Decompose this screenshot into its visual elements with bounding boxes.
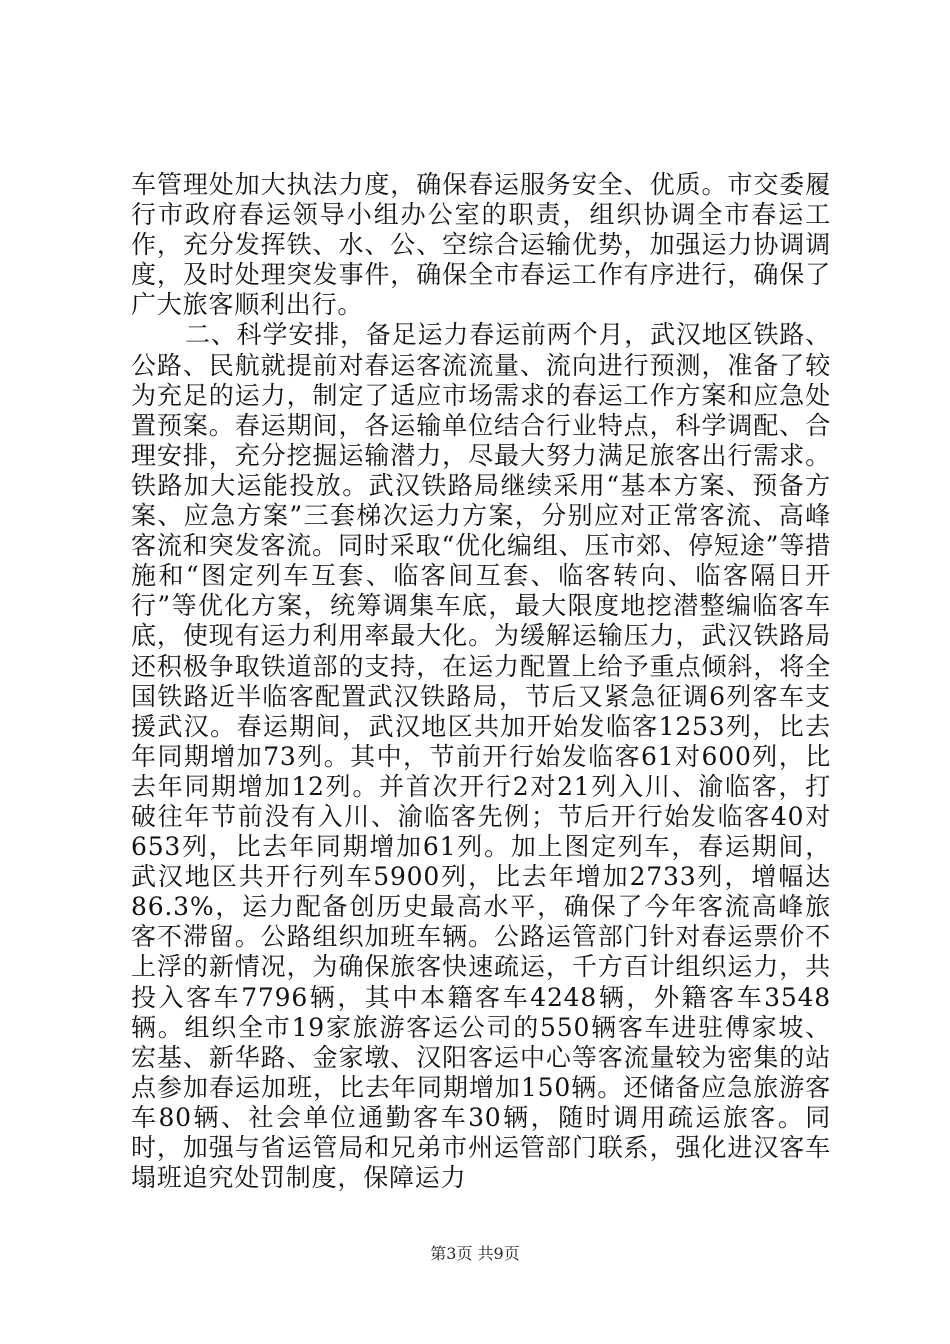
paragraph-1: 车管理处加大执法力度，确保春运服务安全、优质。市交委履行市政府春运领导小组办公室的职责，组织协调全市春运工作，充分发挥铁、水、公、空综合运输优势，加强运力协调调度，及时处理突发事件，确保全市春运工作有序进行，确保了广大旅客顺利出行。: [131, 170, 831, 320]
page-footer: [0, 1244, 950, 1264]
page-number: 第3页 共9页: [430, 1244, 520, 1263]
paragraph-2: 二、科学安排，备足运力春运前两个月，武汉地区铁路、公路、民航就提前对春运客流流量、流向进行预测，准备了较为充足的运力，制定了适应市场需求的春运工作方案和应急处置预案。春运期间，各运输单位结合行业特点，科学调配、合理安排，充分挖掘运输潜力，尽最大努力满足旅客出行需求。铁路加大运能投放。武汉铁路局继续采用“基本方案、预备方案、应急方案”三套梯次运力方案，分别应对正常客流、高峰客流和突发客流。同时采取“优化编组、压市郊、停短途”等措施和“图定列车互套、临客间互套、临客转向、临客隔日开行”等优化方案，统筹调集车底，最大限度地挖潜整编临客车底，使现有运力利用率最大化。为缓解运输压力，武汉铁路局还积极争取铁道部的支持，在运力配置上给予重点倾斜，将全国铁路近半临客配置武汉铁路局，节后又紧急征调6列客车支援武汉。春运期间，武汉地区共加开始发临客1253列，比去年同期增加73列。其中，节前开行始发临客61对600列，比去年同期增加12列。并首次开行2对21列入川、渝临客，打破往年节前没有入川、渝临客先例；节后开行始发临客40对653列，比去年同期增加61列。加上图定列车，春运期间，武汉地区共开行列车5900列，比去年增加2733列，增幅达86.3%，运力配备创历史最高水平，确保了今年客流高峰旅客不滞留。公路组织加班车辆。公路运管部门针对春运票价不上浮的新情况，为确保旅客快速疏运，千方百计组织运力，共投入客车7796辆，其中本籍客车4248辆，外籍客车3548辆。组织全市19家旅游客运公司的550辆客车进驻傅家坡、宏基、新华路、金家墩、汉阳客运中心等客流量较为密集的站点参加春运加班，比去年同期增加150辆。还储备应急旅游客车80辆、社会单位通勤客车30辆，随时调用疏运旅客。同时，加强与省运管局和兄弟市州运管部门联系，强化进汉客车塌班追究处罚制度，保障运力: [131, 320, 831, 1193]
document-body: [131, 170, 831, 1193]
